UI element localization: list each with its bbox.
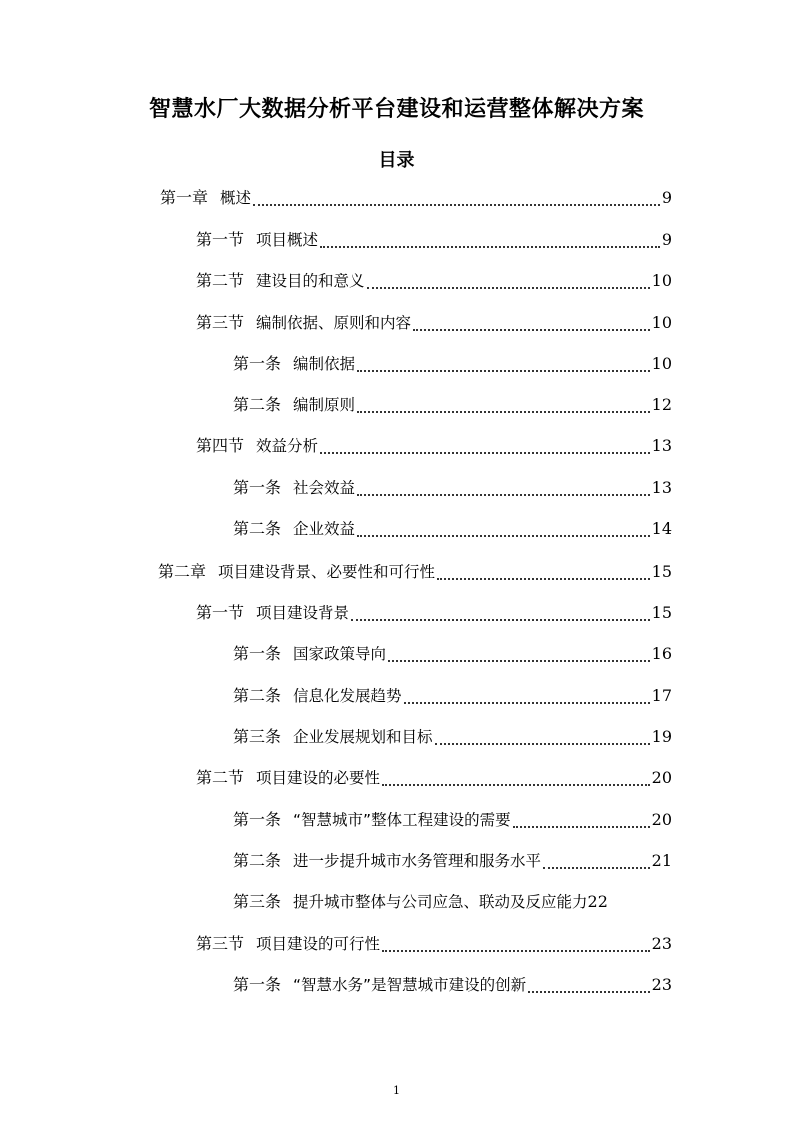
toc-entry[interactable] bbox=[233, 393, 672, 417]
toc-entry-page: 9 bbox=[661, 188, 672, 207]
toc-leader-dots bbox=[543, 867, 650, 869]
toc-entry-page: 19 bbox=[651, 727, 672, 746]
toc-leader-dots bbox=[357, 535, 650, 537]
toc-leader-dots bbox=[253, 204, 660, 206]
toc-entry[interactable] bbox=[233, 849, 672, 873]
toc-entry-number: 第二条 bbox=[233, 519, 282, 538]
toc-entry[interactable] bbox=[196, 311, 672, 335]
toc-leader-dots bbox=[404, 702, 650, 704]
toc-leader-dots bbox=[513, 826, 650, 828]
document-title: 智慧水厂大数据分析平台建设和运营整体解决方案 bbox=[148, 97, 644, 122]
toc-entry-number: 第二条 bbox=[233, 851, 282, 870]
toc-entry-page: 12 bbox=[651, 395, 672, 414]
toc-entry-title: 概述 bbox=[220, 189, 252, 207]
toc-entry-page: 21 bbox=[651, 851, 672, 870]
toc-entry-title: “智慧城市”整体工程建设的需要 bbox=[293, 811, 511, 829]
toc-entry-title: 编制依据、原则和内容 bbox=[256, 314, 412, 332]
toc-entry-number: 第二节 bbox=[196, 271, 245, 290]
toc-entry[interactable] bbox=[196, 601, 672, 625]
toc-entry[interactable] bbox=[233, 808, 672, 832]
toc-entry-number: 第一条 bbox=[233, 975, 282, 994]
toc-entry-title: 提升城市整体与公司应急、联动及反应能力 bbox=[293, 893, 588, 911]
toc-entry[interactable] bbox=[160, 186, 672, 210]
toc-leader-dots bbox=[382, 950, 650, 952]
toc-entry-title: 项目建设背景 bbox=[256, 604, 350, 622]
toc-entry-number: 第一节 bbox=[196, 603, 245, 622]
toc-heading: 目录 bbox=[378, 150, 415, 171]
toc-entry-title: 建设目的和意义 bbox=[256, 272, 365, 290]
toc-entry-page: 15 bbox=[651, 603, 672, 622]
toc-entry-title: 项目建设的必要性 bbox=[256, 769, 381, 787]
toc-entry-title: 项目建设的可行性 bbox=[256, 935, 381, 953]
toc-leader-dots bbox=[357, 370, 650, 372]
toc-leader-dots bbox=[388, 660, 650, 662]
toc-leader-dots bbox=[437, 578, 650, 580]
toc-entry[interactable] bbox=[196, 228, 672, 252]
toc-entry-number: 第二条 bbox=[233, 686, 282, 705]
toc-leader-dots bbox=[320, 246, 660, 248]
toc-entry-number: 第二章 bbox=[158, 562, 207, 581]
toc-entry-page: 20 bbox=[651, 768, 672, 787]
toc-entry-title: 项目建设背景、必要性和可行性 bbox=[218, 563, 436, 581]
toc-entry[interactable] bbox=[158, 560, 672, 584]
toc-entry-page: 22 bbox=[587, 892, 608, 911]
toc-entry-page: 23 bbox=[651, 934, 672, 953]
toc-entry-title: 进一步提升城市水务管理和服务水平 bbox=[293, 852, 542, 870]
toc-entry[interactable] bbox=[196, 434, 672, 458]
toc-entry[interactable] bbox=[233, 890, 672, 914]
toc-entry-title: 效益分析 bbox=[256, 437, 319, 455]
toc-entry-page: 13 bbox=[651, 478, 672, 497]
toc-entry-page: 15 bbox=[651, 562, 672, 581]
toc-entry[interactable] bbox=[233, 476, 672, 500]
toc-entry-title: 企业发展规划和目标 bbox=[293, 728, 433, 746]
toc-entry-title: 社会效益 bbox=[293, 479, 356, 497]
toc-entry-number: 第四节 bbox=[196, 436, 245, 455]
toc-leader-dots bbox=[351, 619, 650, 621]
toc-entry-page: 9 bbox=[661, 230, 672, 249]
toc-entry[interactable] bbox=[196, 269, 672, 293]
toc-entry-page: 23 bbox=[651, 975, 672, 994]
toc-entry[interactable] bbox=[233, 352, 672, 376]
toc-leader-dots bbox=[320, 452, 650, 454]
toc-entry-title: 企业效益 bbox=[293, 520, 356, 538]
toc-entry[interactable] bbox=[233, 517, 672, 541]
toc-entry-page: 16 bbox=[651, 644, 672, 663]
toc-entry[interactable] bbox=[233, 725, 672, 749]
toc-entry-title: 项目概述 bbox=[256, 231, 319, 249]
toc-entry-page: 10 bbox=[651, 271, 672, 290]
toc-entry-number: 第一章 bbox=[160, 188, 209, 207]
toc-entry-number: 第三节 bbox=[196, 313, 245, 332]
toc-entry-title: “智慧水务”是智慧城市建设的创新 bbox=[293, 976, 527, 994]
toc-entry[interactable] bbox=[233, 684, 672, 708]
toc-leader-dots bbox=[413, 329, 650, 331]
toc-entry-title: 编制原则 bbox=[293, 396, 356, 414]
toc-entry-number: 第三条 bbox=[233, 727, 282, 746]
toc-leader-dots bbox=[357, 494, 650, 496]
toc-entry-title: 信息化发展趋势 bbox=[293, 687, 402, 705]
toc-entry-number: 第三节 bbox=[196, 934, 245, 953]
toc-entry-number: 第一条 bbox=[233, 354, 282, 373]
toc-entry[interactable] bbox=[196, 766, 672, 790]
toc-entry-number: 第二节 bbox=[196, 768, 245, 787]
toc-entry[interactable] bbox=[196, 932, 672, 956]
toc-entry-number: 第一条 bbox=[233, 644, 282, 663]
toc-entry-number: 第一条 bbox=[233, 478, 282, 497]
toc-entry-title: 国家政策导向 bbox=[293, 645, 387, 663]
toc-entry-page: 10 bbox=[651, 313, 672, 332]
toc-leader-dots bbox=[367, 287, 650, 289]
toc-entry-page: 13 bbox=[651, 436, 672, 455]
toc-entry-number: 第二条 bbox=[233, 395, 282, 414]
toc-entry[interactable] bbox=[233, 642, 672, 666]
toc-entry-page: 14 bbox=[651, 519, 672, 538]
page-number: 1 bbox=[393, 1084, 400, 1097]
toc-leader-dots bbox=[435, 743, 650, 745]
toc-entry-page: 17 bbox=[651, 686, 672, 705]
toc-entry[interactable] bbox=[233, 973, 672, 997]
toc-entry-number: 第一条 bbox=[233, 810, 282, 829]
toc-leader-dots bbox=[357, 411, 650, 413]
toc-entry-title: 编制依据 bbox=[293, 355, 356, 373]
toc-entry-page: 20 bbox=[651, 810, 672, 829]
toc-entry-number: 第三条 bbox=[233, 892, 282, 911]
toc-leader-dots bbox=[528, 991, 650, 993]
toc-entry-number: 第一节 bbox=[196, 230, 245, 249]
toc-entry-page: 10 bbox=[651, 354, 672, 373]
toc-leader-dots bbox=[382, 784, 650, 786]
